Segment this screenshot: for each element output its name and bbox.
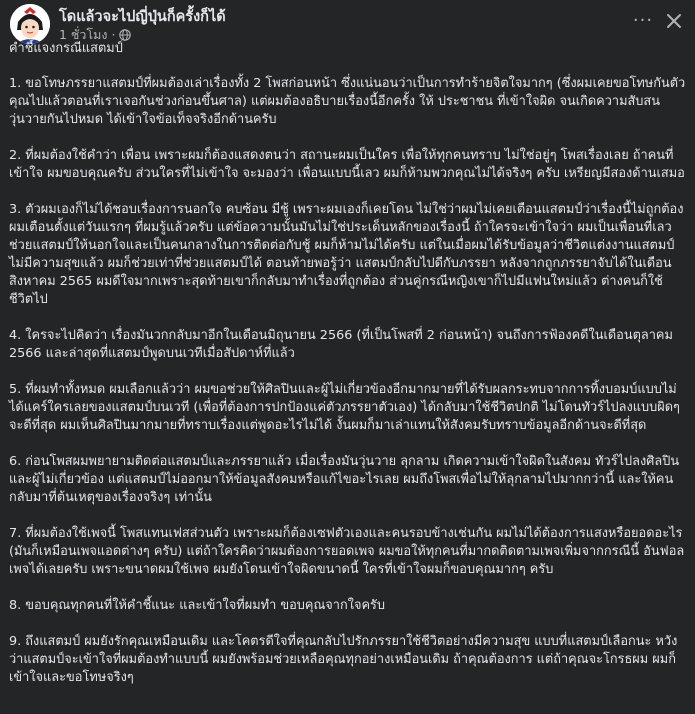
post-paragraph-5: 5. ที่ผมทำทั้งหมด ผมเลือกแล้วว่า ผมขอช่วยให้ศิลปินและผู้ไม่เกี่ยวข้องอีกมากมายที่ได้รับผลกระทบจากการทิ้งบอมบ์แบบไม่ได้แคร์ใครเลยของแสตมป์บนเวที (เพื่อที่ต้องการปกป้องแค่ตัวภรรยาตัวเอง) ได้กลับมาใช้ชีวิตปกติ ไม่โดนทัวร์ไปลงแบบผิดๆ จะดีที่สุด ผมเห็นศิลปินมากมายที่ทราบเรื่องแต่พูดอะไรไม่ได้ งั้นผมก็มาเล่าแทนให้สังคมรับทราบข้อมูลอีกด้านจะดีที่สุด [9, 382, 680, 433]
post-header [10, 4, 685, 44]
post-body [9, 40, 686, 705]
page-name-link[interactable]: โดแล้วจะไปญี่ปุ่นก็ครั้งก็ได้ [59, 9, 226, 25]
post-paragraph-3: 3. ตัวผมเองก็ไม่ได้ชอบเรื่องการนอกใจ คบซ้อน มีชู้ เพราะผมเองก็เคยโดน ไม่ใช่ว่าผมไม่เคยเตือนแสตมป์ว่าเรื่องนี้ไม่ถูกต้อง ผมเตือนตั้งแต่วันแรกๆ ที่ผมรู้แล้วครับ แต่ข้อความนั้นมันไม่ใช่ประเด็นหลักของเรื่องนี้ ถ้าใครจะเข้าใจว่า ผมเป็นเพื่อนที่เลว ช่วยแสตมป์ให้นอกใจและเป็นคนกลางในการติดต่อกับชู้ ผมก็ห้ามไม่ได้ครับ แต่ในเมื่อผมได้รับข้อมูลว่าชีวิตแต่งงานแสตมป์ไม่มีความสุขแล้ว ผมก็ช่วยเท่าที่ช่วยแสตมป์ได้ ตอนท้ายพอรู้ว่า แสตมป์กลับไปดีกับภรรยา หลังจากถูกภรรยาจับได้ในเดือนสิงหาคม 2565 ผมดีใจมากเพราะสุดท้ายเขาก็กลับมาทำเรื่องที่ถูกต้อง ส่วนคู่กรณีหญิงเขาก็ไปมีแฟนใหม่แล้ว ต่างคนก็ใช้ชีวิตไป [9, 202, 684, 307]
close-icon[interactable] [663, 10, 685, 32]
post-timestamp[interactable]: 1 ชั่วโมง [59, 27, 108, 42]
avatar-cartoon-icon [10, 4, 50, 44]
post-paragraph-7: 7. ที่ผมต้องใช้เพจนี้ โพสแทนเฟสส่วนตัว เพราะผมก็ต้องเซฟตัวเองและคนรอบข้างเช่นกัน ผมไม่ได้ต้องการแสงหรือยอดอะไร (มันก็เหมือนเพจแอดต่างๆ ครับ) แต่ถ้าใครคิดว่าผมต้องการยอดเพจ ผมขอให้ทุกคนที่มากดติดตามเพจเพิ่มจากกรณีนี้ อันฟอลเพจได้เลยครับ เพราะขนาดผมใช้เพจ ผมยังโดนเข้าใจผิดขนาดนี้ ใครที่เข้าใจผมก็ขอบคุณมากๆ ครับ [9, 526, 685, 577]
post-paragraph-2: 2. ที่ผมต้องใช้คำว่า เพื่อน เพราะผมก็ต้องแสดงตนว่า สถานะผมเป็นใคร เพื่อให้ทุกคนทราบ ไม่ใช่อยู่ๆ โพสเรื่องเลย ถ้าคนที่เข้าใจ ผมขอบคุณครับ ส่วนใครที่ไม่เข้าใจ จะมองว่า เพื่อนแบบนี้เลว ผมก็ห้ามพวกคุณไม่ได้จริงๆ ครับ เหรียญมีสองด้านเสมอ [9, 148, 685, 181]
post-paragraph-6: 6. ก่อนโพสผมพยายามติดต่อแสตมป์และภรรยาแล้ว เมื่อเรื่องมันวุ่นวาย ลุกลาม เกิดความเข้าใจผิดในสังคม ทัวร์ไปลงศิลปินและผู้ไม่เกี่ยวข้อง แต่แสตมป์ไม่ออกมาให้ข้อมูลสังคมหรือแก้ไขอะไรเลย ผมถึงโพสเพื่อไม่ให้ลุกลามไปมากกว่านี้ และให้คนกลับมาที่ต้นเหตุของเรื่องจริงๆ เท่านั้น [9, 454, 680, 505]
post-intro: คำชี้แจงกรณีแสตมป์ [9, 41, 123, 56]
page-avatar[interactable] [10, 4, 50, 44]
post-paragraph-4: 4. ใครจะไปคิดว่า เรื่องมันวกกลับมาอีกในเดือนมิถุนายน 2566 (ที่เป็นโพสที่ 2 ก่อนหน้า) จนถึงการฟ้องคดีในเดือนตุลาคม 2566 และล่าสุดที่แสตมป์พูดบนเวทีเมื่อสัปดาห์ที่แล้ว [9, 328, 673, 361]
more-options-button[interactable]: ··· [632, 10, 654, 31]
post-paragraph-9: 9. ถึงแสตมป์ ผมยังรักคุณเหมือนเดิม และโคตรดีใจที่คุณกลับไปรักภรรยาใช้ชีวิตอย่างมีความสุข แบบที่แสตมป์เลือกนะ หวังว่าแสตมป์จะเข้าใจที่ผมต้องทำแบบนี้ ผมยังพร้อมช่วยเหลือคุณทุกอย่างเหมือนเดิม ถ้าคุณต้องการ แต่ถ้าคุณจะโกรธผม ผมก็เข้าใจและขอโทษจริงๆ [9, 634, 678, 685]
meta-separator: · [111, 27, 116, 42]
post-paragraph-1: 1. ขอโทษภรรยาแสตมป์ที่ผมต้องเล่าเรื่องทั้ง 2 โพสก่อนหน้า ซึ่งแน่นอนว่าเป็นการทำร้ายจิตใจมากๆ (ซึ่งผมเคยขอโทษกันตัวคุณไปแล้วตอนที่เราเจอกันช่วงก่อนขึ้นศาล) แต่ผมต้องอธิบายเรื่องนี้อีกครั้ง ให้ ประชาชน ที่เข้าใจผิด จนเกิดความสับสนวุ่นวายกันไปหมด ได้เข้าใจข้อเท็จจริงอีกด้านครับ [9, 76, 686, 127]
post-paragraph-8: 8. ขอบคุณทุกคนที่ให้คำชี้แนะ และเข้าใจที่ผมทำ ขอบคุณจากใจครับ [9, 598, 386, 613]
